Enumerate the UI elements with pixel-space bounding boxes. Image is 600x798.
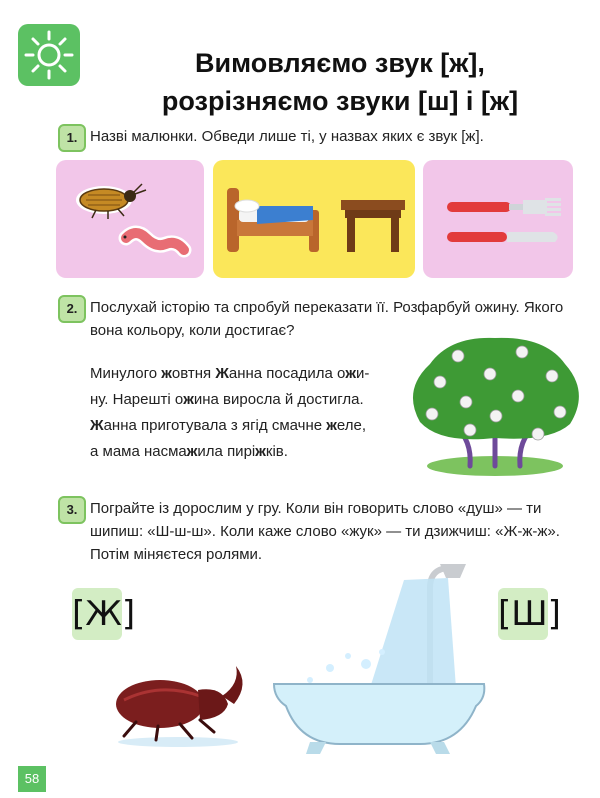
task-1-number: 1. <box>58 124 86 152</box>
story-text-run: и- <box>356 365 370 382</box>
sun-icon <box>18 24 80 86</box>
task-3-text: Пограйте із дорослим у гру. Коли він говорить слово «душ» — ти шипиш: «Ш-ш-ш». Коли каже слово «жук» — ти дзижчиш: «Ж-ж-ж». Потім міняєтеся ролями. <box>90 500 560 563</box>
story-line-4 <box>90 439 390 465</box>
highlighted-letter: ж <box>255 443 266 460</box>
story-text-run: ина виросла й достигла. <box>193 391 364 408</box>
story-text-run: еле, <box>336 417 366 434</box>
card-beetle-worm[interactable] <box>56 160 204 278</box>
page-number: 58 <box>18 766 46 792</box>
story-text-run: ила пирі <box>197 443 256 460</box>
story-text <box>90 361 390 465</box>
rhino-beetle-illustration[interactable] <box>100 660 260 750</box>
story-text-run: а мама насма <box>90 443 187 460</box>
story-text-run: ків. <box>265 443 288 460</box>
highlighted-letter: Ж <box>90 417 104 434</box>
story-text-run: Минулого <box>90 365 162 382</box>
highlighted-letter: ж <box>161 365 172 382</box>
beetle-worm-illustration <box>56 160 204 278</box>
story-text-run: ну. Нарешті о <box>90 391 184 408</box>
letter-sh-box: [Ш] <box>498 588 548 640</box>
letter-zh-box: [Ж] <box>72 588 122 640</box>
highlighted-letter: ж <box>186 443 198 460</box>
story-line-2 <box>90 387 390 413</box>
story-text-run: анна приготувала з ягід смачне <box>103 417 327 434</box>
bed-table-illustration <box>213 160 415 278</box>
story-text-run: овтня <box>171 365 216 382</box>
fork-knife-illustration <box>423 160 573 278</box>
page-title <box>100 44 580 120</box>
story-line-1 <box>90 361 390 387</box>
task-2-number: 2. <box>58 295 86 323</box>
card-fork-knife[interactable] <box>423 160 573 278</box>
highlighted-letter: ж <box>326 417 337 434</box>
highlighted-letter: Ж <box>215 365 229 382</box>
title-line-1: Вимовляємо звук [ж], <box>195 48 485 78</box>
sun-badge <box>18 24 80 86</box>
title-line-2: розрізняємо звуки [ш] і [ж] <box>161 86 519 116</box>
highlighted-letter: ж <box>183 391 194 408</box>
bathtub-illustration[interactable] <box>270 548 492 758</box>
card-bed-table[interactable] <box>213 160 415 278</box>
task-3-number: 3. <box>58 496 86 524</box>
highlighted-letter: ж <box>345 365 356 382</box>
blackberry-bush-illustration[interactable] <box>400 330 590 480</box>
story-line-3 <box>90 413 390 439</box>
task-1-text: Назві малюнки. Обведи лише ті, у назвах яких є звук [ж]. <box>90 128 484 145</box>
task-2-text: Послухай історію та спробуй переказати її. Розфарбуй ожину. Якого вона кольору, коли достигає? <box>90 299 564 339</box>
story-text-run: анна посадила о <box>228 365 346 382</box>
